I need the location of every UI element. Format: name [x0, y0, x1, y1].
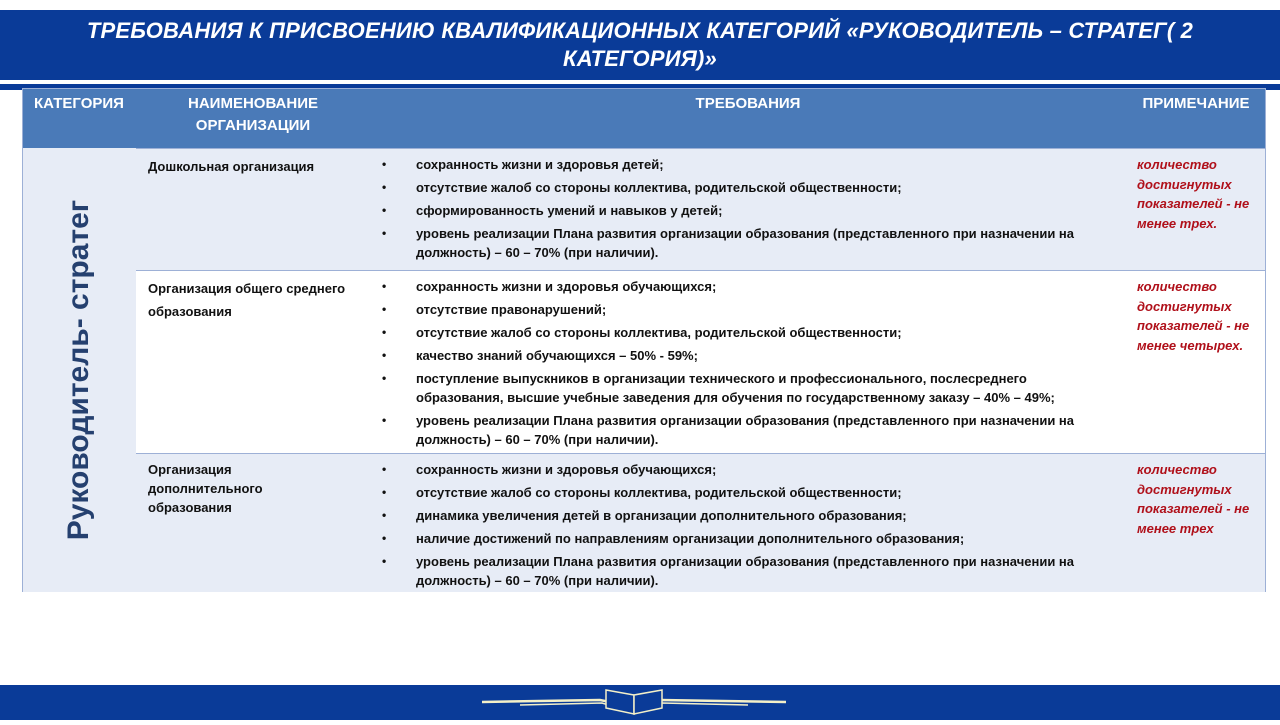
table-row — [136, 270, 1265, 453]
header-requirements: ТРЕБОВАНИЯ — [695, 95, 801, 112]
category-column — [23, 148, 136, 592]
requirement-item: • поступление выпускников в организации технического и профессионального, послесреднего образования, высшие учебные заведения для обучения по государственному заказу – 40% – 49%; — [392, 369, 1112, 407]
requirement-item: • сохранность жизни и здоровья обучающихся; — [392, 460, 1112, 479]
requirements-table — [22, 88, 1266, 592]
requirement-item: • отсутствие жалоб со стороны коллектива, родительской общественности; — [392, 483, 1112, 502]
requirements-list — [392, 460, 1112, 594]
requirement-item: • сохранность жизни и здоровья обучающихся; — [392, 277, 1112, 296]
category-label: Руководитель- стратег — [62, 199, 95, 541]
organization-name: Дошкольная организация — [148, 159, 315, 174]
table-row — [136, 148, 1265, 270]
header-organization: НАИМЕНОВАНИЕ ОРГАНИЗАЦИИ — [188, 95, 318, 134]
requirement-item: • сформированность умений и навыков у детей; — [392, 201, 1112, 220]
note-text: количество достигнутых показателей - не менее трех — [1137, 462, 1250, 536]
organization-name: Организация дополнительного образования — [148, 462, 263, 515]
requirement-item: • сохранность жизни и здоровья детей; — [392, 155, 1112, 174]
note-text: количество достигнутых показателей - не менее трех. — [1137, 157, 1250, 231]
note-text: количество достигнутых показателей - не менее четырех. — [1137, 279, 1250, 353]
organization-name: Организация общего среднего образования — [148, 281, 346, 319]
requirement-item: • уровень реализации Плана развития организации образования (представленного при назначении на должность) – 60 – 70% (при наличии). — [392, 411, 1112, 449]
requirement-item: • отсутствие жалоб со стороны коллектива, родительской общественности; — [392, 323, 1112, 342]
requirement-item: • отсутствие жалоб со стороны коллектива, родительской общественности; — [392, 178, 1112, 197]
requirement-item: • наличие достижений по направлениям организации дополнительного образования; — [392, 529, 1112, 548]
requirements-list — [392, 277, 1112, 453]
header-category: КАТЕГОРИЯ — [34, 95, 124, 112]
page-title: ТРЕБОВАНИЯ К ПРИСВОЕНИЮ КВАЛИФИКАЦИОННЫХ КАТЕГОРИЙ «РУКОВОДИТЕЛЬ – СТРАТЕГ( 2 КАТЕГОРИЯ)» — [86, 18, 1194, 71]
table-row — [136, 453, 1265, 592]
header-note: ПРИМЕЧАНИЕ — [1142, 95, 1250, 112]
requirement-item: • уровень реализации Плана развития организации образования (представленного при назначении на должность) – 60 – 70% (при наличии). — [392, 224, 1112, 262]
requirements-list — [392, 155, 1112, 266]
title-bar — [0, 10, 1280, 80]
open-book-icon — [480, 686, 790, 725]
requirement-item: • динамика увеличения детей в организации дополнительного образования; — [392, 506, 1112, 525]
table-header — [23, 89, 1265, 148]
requirement-item: • уровень реализации Плана развития организации образования (представленного при назначении на должность) – 60 – 70% (при наличии). — [392, 552, 1112, 590]
requirement-item: • качество знаний обучающихся – 50% - 59%; — [392, 346, 1112, 365]
requirement-item: • отсутствие правонарушений; — [392, 300, 1112, 319]
